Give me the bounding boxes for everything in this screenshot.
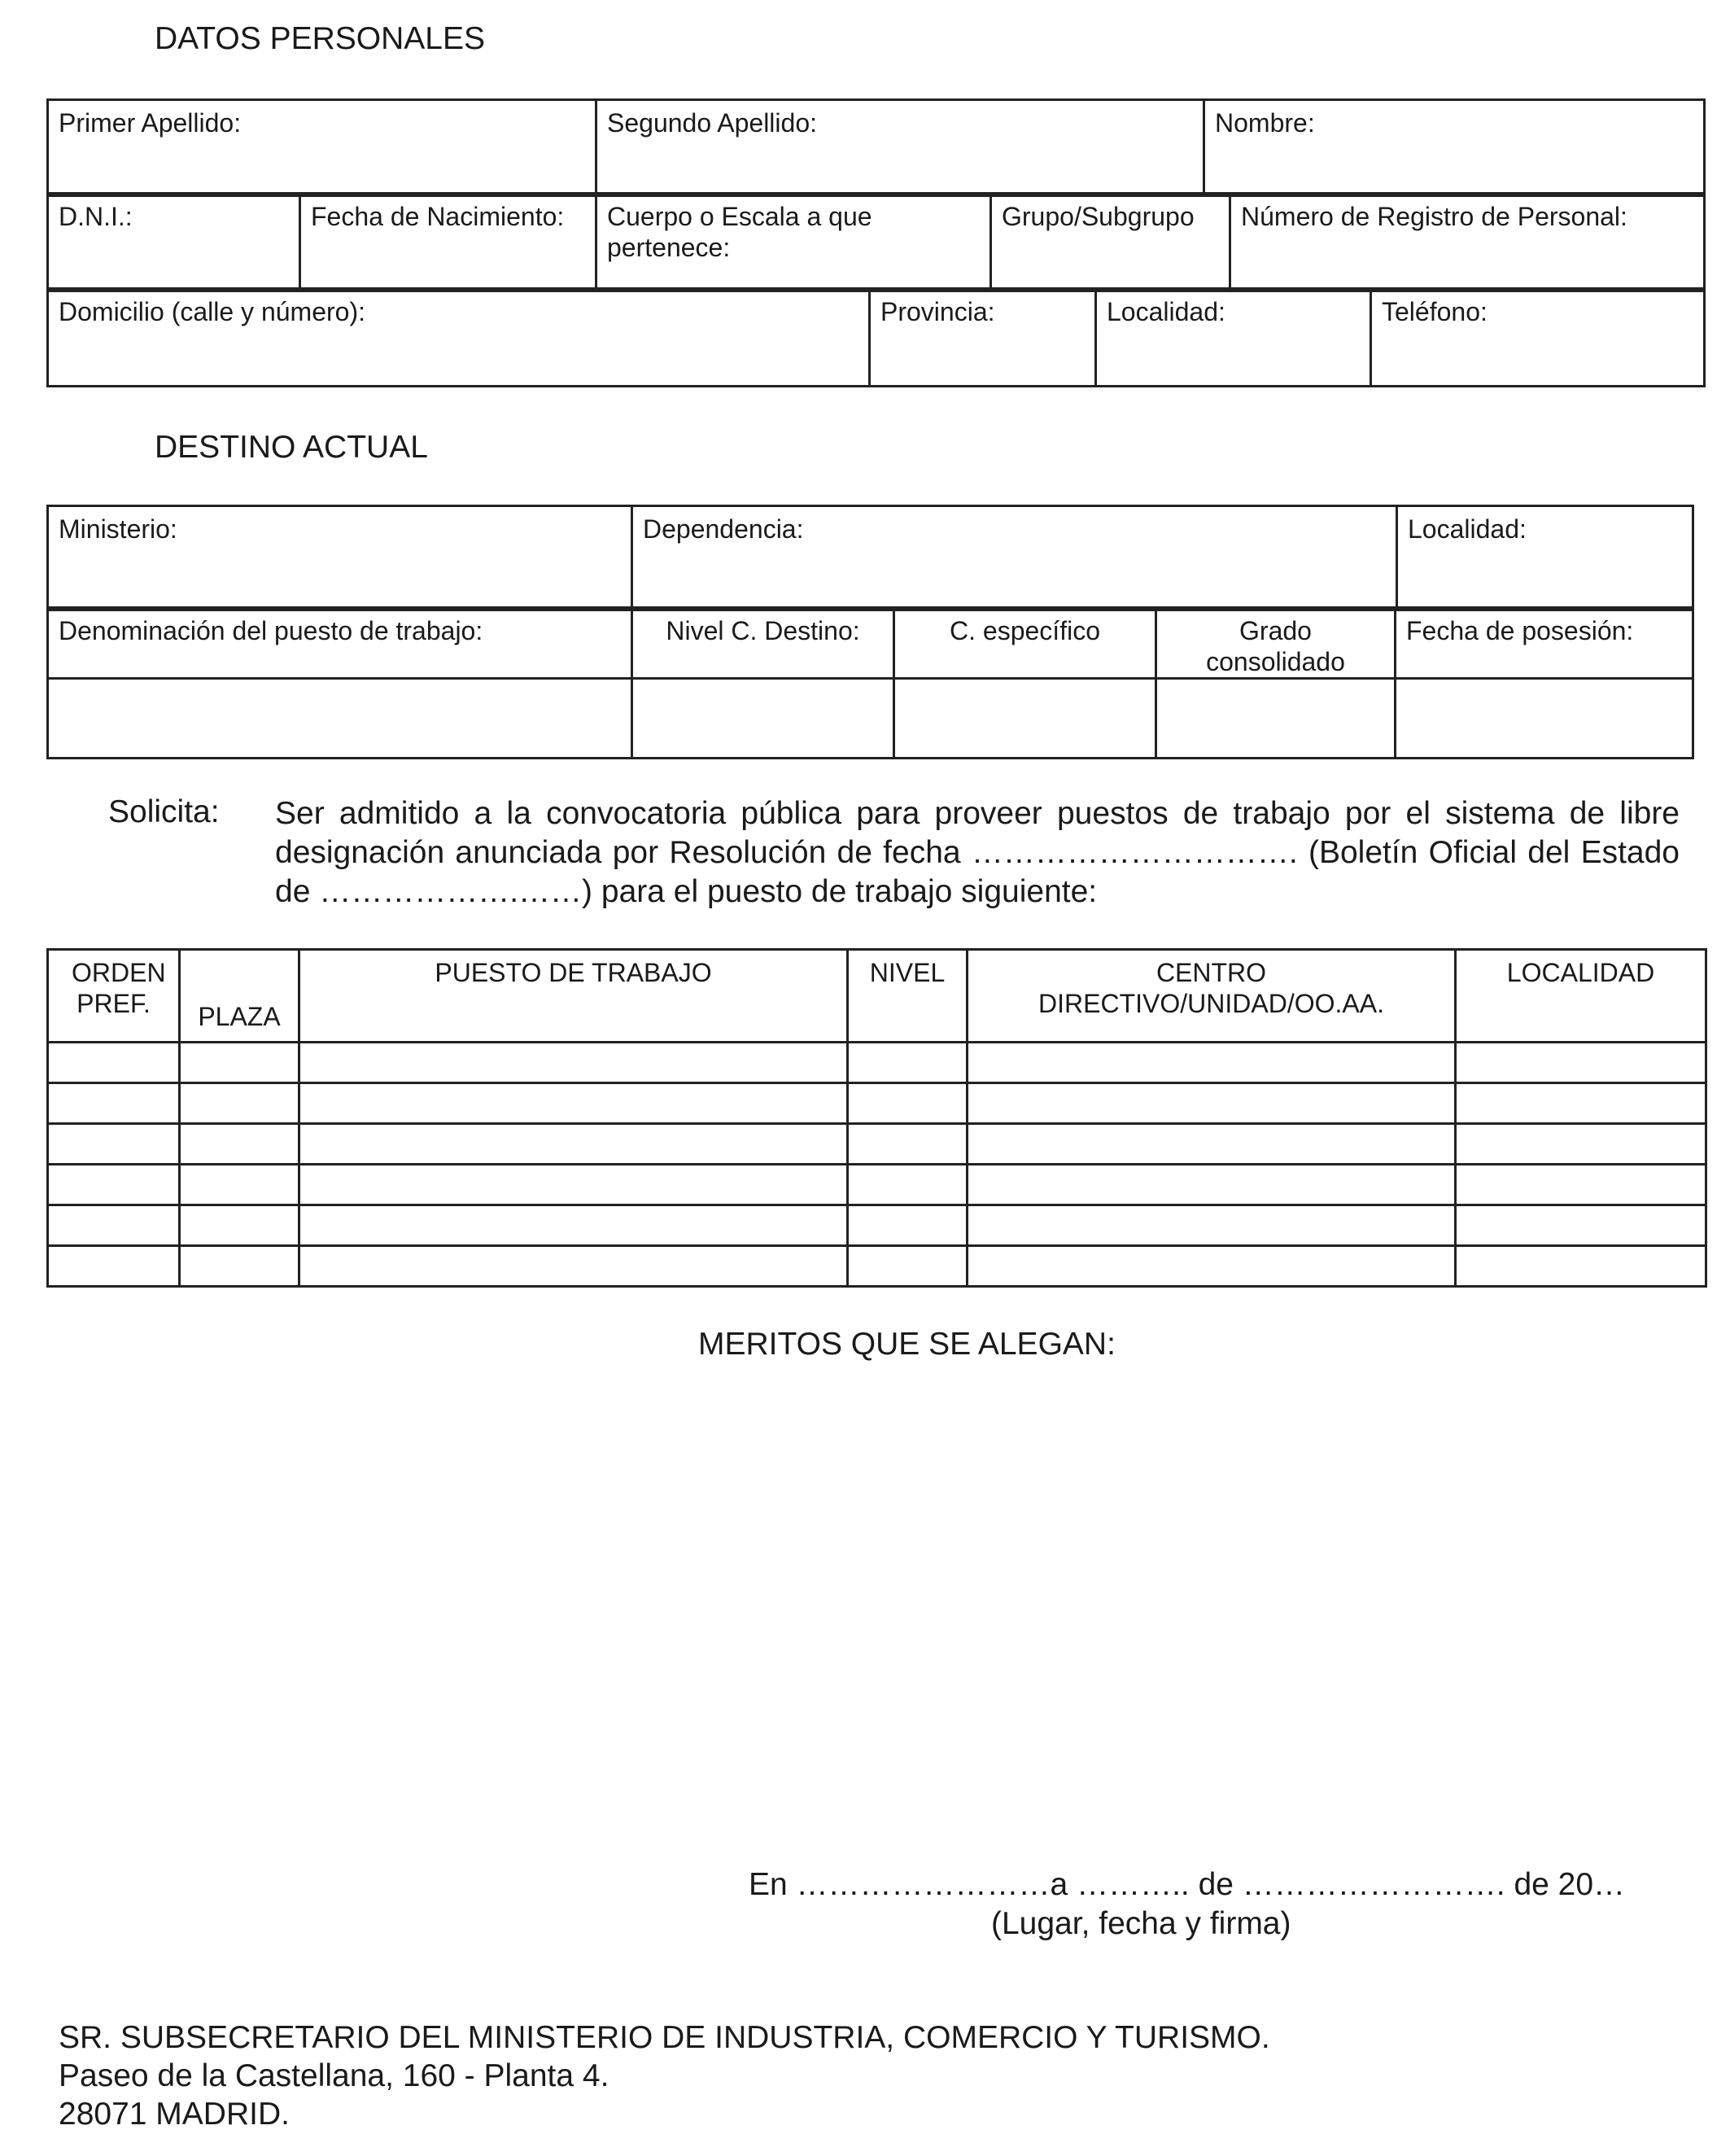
plaza-cell[interactable] bbox=[180, 1043, 299, 1083]
dependencia-label: Dependencia: bbox=[643, 514, 804, 544]
cuerpo-escala-field[interactable] bbox=[596, 194, 991, 291]
table-row bbox=[48, 1246, 1706, 1287]
nivel-destino-header bbox=[632, 608, 894, 679]
table-row bbox=[48, 1043, 1706, 1083]
orden-cell[interactable] bbox=[48, 1043, 180, 1083]
dni-label: D.N.I.: bbox=[59, 202, 133, 231]
table-row bbox=[48, 1165, 1706, 1205]
fecha-posesion-header bbox=[1396, 608, 1693, 679]
provincia-label: Provincia: bbox=[880, 297, 995, 326]
localidad-cell[interactable] bbox=[1456, 1043, 1706, 1083]
puesto-cell[interactable] bbox=[299, 1205, 848, 1246]
plaza-cell[interactable] bbox=[180, 1205, 299, 1246]
ministerio-label: Ministerio: bbox=[59, 514, 177, 544]
datos-personales-row2 bbox=[46, 192, 1706, 292]
puesto-cell[interactable] bbox=[299, 1246, 848, 1287]
table-row bbox=[48, 1083, 1706, 1124]
grado-consolidado-input[interactable] bbox=[1156, 679, 1396, 759]
centro-cell[interactable] bbox=[968, 1083, 1456, 1124]
fecha-posesion-input[interactable] bbox=[1396, 679, 1693, 759]
centro-cell[interactable] bbox=[968, 1043, 1456, 1083]
domicilio-label: Domicilio (calle y número): bbox=[59, 297, 365, 326]
telefono-label: Teléfono: bbox=[1382, 297, 1488, 326]
orden-cell[interactable] bbox=[48, 1083, 180, 1124]
localidad-label: Localidad: bbox=[1107, 297, 1225, 326]
localidad-cell[interactable] bbox=[1456, 1165, 1706, 1205]
meritos-title: MERITOS QUE SE ALEGAN: bbox=[698, 1327, 1116, 1362]
puesto-cell[interactable] bbox=[299, 1124, 848, 1165]
telefono-field[interactable] bbox=[1371, 289, 1705, 387]
header-nivel-label: NIVEL bbox=[869, 958, 946, 987]
ministerio-field[interactable] bbox=[48, 506, 632, 610]
dependencia-field[interactable] bbox=[632, 506, 1397, 610]
localidad-cell[interactable] bbox=[1456, 1124, 1706, 1165]
denominacion-input[interactable] bbox=[48, 679, 632, 759]
nivel-cell[interactable] bbox=[848, 1083, 968, 1124]
segundo-apellido-label: Segundo Apellido: bbox=[607, 108, 817, 138]
grado-consolidado-header bbox=[1156, 608, 1396, 679]
primer-apellido-field[interactable] bbox=[48, 100, 596, 196]
fecha-nacimiento-field[interactable] bbox=[300, 194, 596, 291]
localidad-cell[interactable] bbox=[1456, 1083, 1706, 1124]
plaza-cell[interactable] bbox=[180, 1165, 299, 1205]
centro-cell[interactable] bbox=[968, 1205, 1456, 1246]
datos-personales-row1 bbox=[46, 98, 1706, 197]
meritos-area[interactable] bbox=[46, 1384, 1703, 1839]
dni-field[interactable] bbox=[48, 194, 300, 291]
nrp-field[interactable] bbox=[1230, 194, 1705, 291]
orden-cell[interactable] bbox=[48, 1165, 180, 1205]
destino-actual-row2 bbox=[46, 606, 1694, 759]
localidad-cell[interactable] bbox=[1456, 1205, 1706, 1246]
nivel-cell[interactable] bbox=[848, 1165, 968, 1205]
puestos-table bbox=[46, 948, 1707, 1288]
destino-actual-row1 bbox=[46, 505, 1694, 611]
centro-cell[interactable] bbox=[968, 1246, 1456, 1287]
primer-apellido-label: Primer Apellido: bbox=[59, 108, 242, 138]
c-especifico-input[interactable] bbox=[894, 679, 1156, 759]
destinatario-line2: Paseo de la Castellana, 160 - Planta 4. bbox=[59, 2058, 609, 2093]
destinatario-line3: 28071 MADRID. bbox=[59, 2097, 290, 2132]
centro-cell[interactable] bbox=[968, 1124, 1456, 1165]
plaza-cell[interactable] bbox=[180, 1083, 299, 1124]
cuerpo-escala-label: Cuerpo o Escala a que pertenece: bbox=[607, 202, 872, 262]
denominacion-label: Denominación del puesto de trabajo: bbox=[59, 616, 483, 645]
header-plaza bbox=[180, 950, 299, 1043]
header-plaza-label: PLAZA bbox=[198, 1002, 281, 1031]
grado-consolidado-label: Grado consolidado bbox=[1206, 616, 1345, 676]
plaza-cell[interactable] bbox=[180, 1124, 299, 1165]
nombre-label: Nombre: bbox=[1215, 108, 1315, 138]
orden-cell[interactable] bbox=[48, 1246, 180, 1287]
solicita-text: Ser admitido a la convocatoria pública para proveer puestos de trabajo por el sistema de libre designación anunciada por Resolución de fecha …………………………. (Boletín Oficial del Estado de ……………….……) para el puesto de trabajo siguiente: bbox=[275, 796, 1680, 909]
nivel-cell[interactable] bbox=[848, 1043, 968, 1083]
solicita-label: Solicita: bbox=[108, 794, 220, 829]
header-orden-label: ORDEN PREF. bbox=[72, 958, 166, 1018]
fecha-nacimiento-label: Fecha de Nacimiento: bbox=[311, 202, 565, 231]
fecha-posesion-label: Fecha de posesión: bbox=[1406, 616, 1634, 645]
puestos-header-row bbox=[48, 950, 1706, 1043]
nrp-label: Número de Registro de Personal: bbox=[1241, 202, 1627, 231]
header-centro-label: CENTRO DIRECTIVO/UNIDAD/OO.AA. bbox=[1038, 958, 1384, 1018]
datos-personales-row3 bbox=[46, 287, 1706, 387]
puesto-cell[interactable] bbox=[299, 1083, 848, 1124]
destino-localidad-field[interactable] bbox=[1397, 506, 1693, 610]
grupo-subgrupo-field[interactable] bbox=[991, 194, 1230, 291]
header-orden bbox=[48, 950, 180, 1043]
denominacion-header bbox=[48, 608, 632, 679]
c-especifico-header bbox=[894, 608, 1156, 679]
puesto-cell[interactable] bbox=[299, 1043, 848, 1083]
nivel-cell[interactable] bbox=[848, 1246, 968, 1287]
nivel-destino-label: Nivel C. Destino: bbox=[666, 616, 860, 645]
centro-cell[interactable] bbox=[968, 1165, 1456, 1205]
header-localidad-label: LOCALIDAD bbox=[1506, 958, 1655, 987]
orden-cell[interactable] bbox=[48, 1205, 180, 1246]
firma-line: En ……………………a ……….. de ……………………. de 20… bbox=[749, 1867, 1626, 1902]
segundo-apellido-field[interactable] bbox=[596, 100, 1204, 196]
header-puesto-label: PUESTO DE TRABAJO bbox=[435, 958, 712, 987]
nivel-cell[interactable] bbox=[848, 1124, 968, 1165]
provincia-field[interactable] bbox=[870, 289, 1096, 387]
firma-caption: (Lugar, fecha y firma) bbox=[991, 1906, 1291, 1941]
orden-cell[interactable] bbox=[48, 1124, 180, 1165]
table-row bbox=[48, 1205, 1706, 1246]
header-localidad bbox=[1456, 950, 1706, 1043]
nombre-field[interactable] bbox=[1204, 100, 1705, 196]
header-nivel bbox=[848, 950, 968, 1043]
header-puesto bbox=[299, 950, 848, 1043]
plaza-cell[interactable] bbox=[180, 1246, 299, 1287]
grupo-subgrupo-label: Grupo/Subgrupo bbox=[1002, 202, 1195, 231]
header-centro bbox=[968, 950, 1456, 1043]
destino-localidad-label: Localidad: bbox=[1408, 514, 1527, 544]
nivel-destino-input[interactable] bbox=[632, 679, 894, 759]
section-title-datos-personales: DATOS PERSONALES bbox=[155, 21, 486, 56]
localidad-cell[interactable] bbox=[1456, 1246, 1706, 1287]
table-row bbox=[48, 1124, 1706, 1165]
puesto-cell[interactable] bbox=[299, 1165, 848, 1205]
domicilio-field[interactable] bbox=[48, 289, 870, 387]
localidad-field[interactable] bbox=[1096, 289, 1371, 387]
destinatario-line1: SR. SUBSECRETARIO DEL MINISTERIO DE INDUSTRIA, COMERCIO Y TURISMO. bbox=[59, 2020, 1270, 2055]
c-especifico-label: C. específico bbox=[950, 616, 1100, 645]
nivel-cell[interactable] bbox=[848, 1205, 968, 1246]
section-title-destino-actual: DESTINO ACTUAL bbox=[155, 430, 428, 465]
